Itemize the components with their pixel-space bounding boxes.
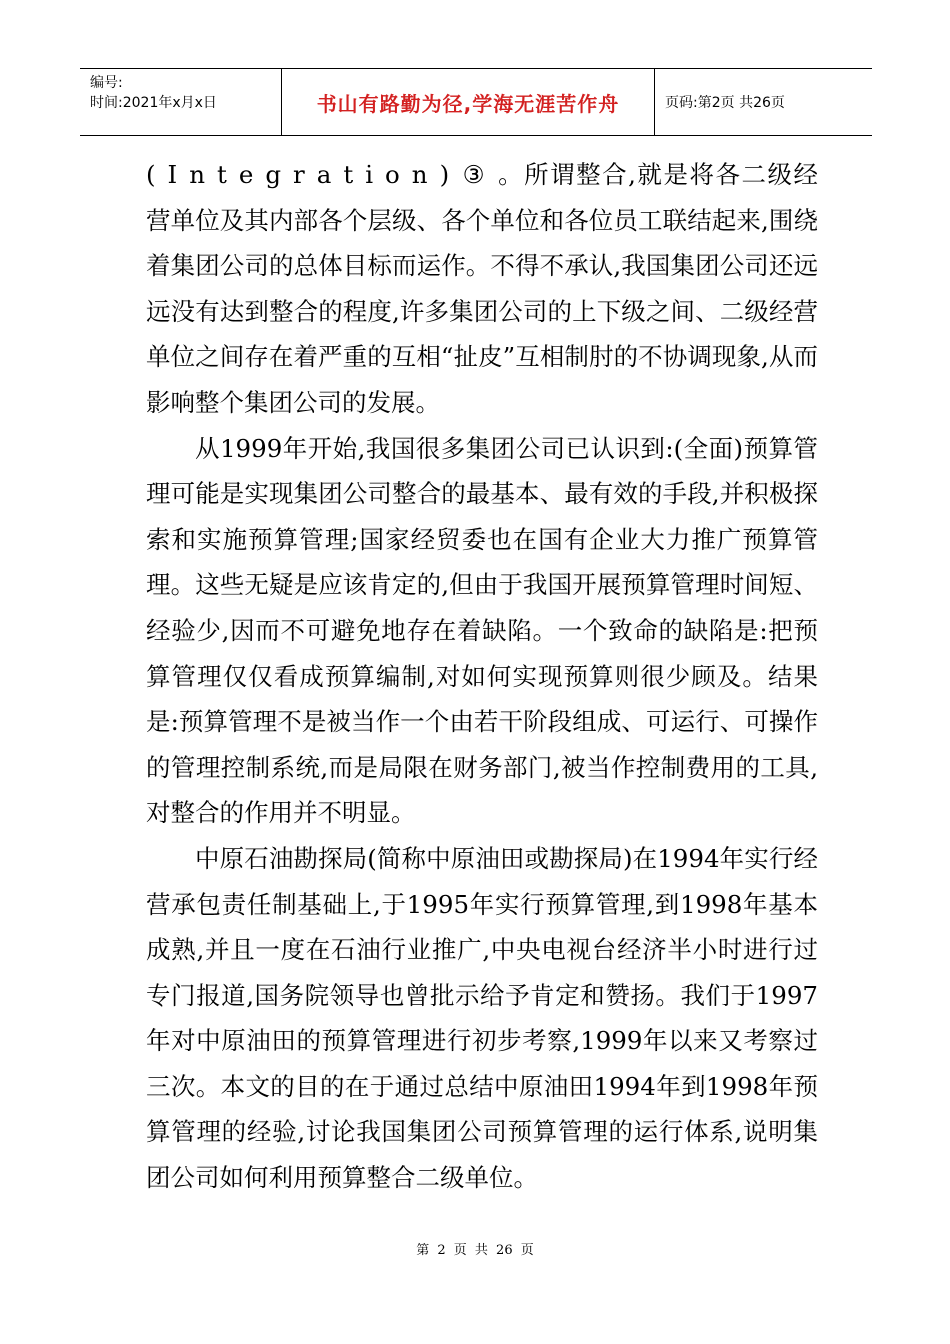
document-body [146, 152, 818, 1201]
header-page-info: 页码:第2页 共26页 [665, 95, 785, 111]
header-meta [80, 69, 282, 135]
integration-term: (Integration)③ [146, 160, 499, 189]
paragraph-1-text: 。所谓整合,就是将各二级经营单位及其内部各个层级、各个单位和各位员工联结起来,围绕着集团公司的总体目标而运作。不得不承认,我国集团公司还远远没有达到整合的程度,许多集团公司的上下级之间、二级经营单位之间存在着严重的互相“扯皮”互相制肘的不协调现象,从而影响整个集团公司的发展。 [146, 160, 818, 417]
paragraph-3: 中原石油勘探局(简称中原油田或勘探局)在1994年实行经营承包责任制基础上,于1995年实行预算管理,到1998年基本成熟,并且一度在石油行业推广,中央电视台经济半小时进行过专门报道,国务院领导也曾批示给予肯定和赞扬。我们于1997年对中原油田的预算管理进行初步考察,1999年以来又考察过三次。本文的目的在于通过总结中原油田1994年到1998年预算管理的经验,讨论我国集团公司预算管理的运行体系,说明集团公司如何利用预算整合二级单位。 [146, 843, 818, 1193]
paragraph-2: 从1999年开始,我国很多集团公司已认识到:(全面)预算管理可能是实现集团公司整合的最基本、最有效的手段,并积极探索和实施预算管理;国家经贸委也在国有企业大力推广预算管理。这些无疑是应该肯定的,但由于我国开展预算管理时间短、经验少,因而不可避免地存在着缺陷。一个致命的缺陷是:把预算管理仅仅看成预算编制,对如何实现预算则很少顾及。结果是:预算管理不是被当作一个由若干阶段组成、可运行、可操作的管理控制系统,而是局限在财务部门,被当作控制费用的工具,对整合的作用并不明显。 [146, 433, 818, 828]
header-motto: 书山有路勤为径,学海无涯苦作舟 [282, 69, 655, 135]
code-label: 编号: [90, 75, 123, 91]
page-header [80, 68, 872, 136]
page-footer: 第 2 页 共 26 页 [416, 1243, 534, 1258]
paragraph-1 [146, 152, 818, 426]
time-label: 时间:2021年x月x日 [90, 95, 217, 111]
